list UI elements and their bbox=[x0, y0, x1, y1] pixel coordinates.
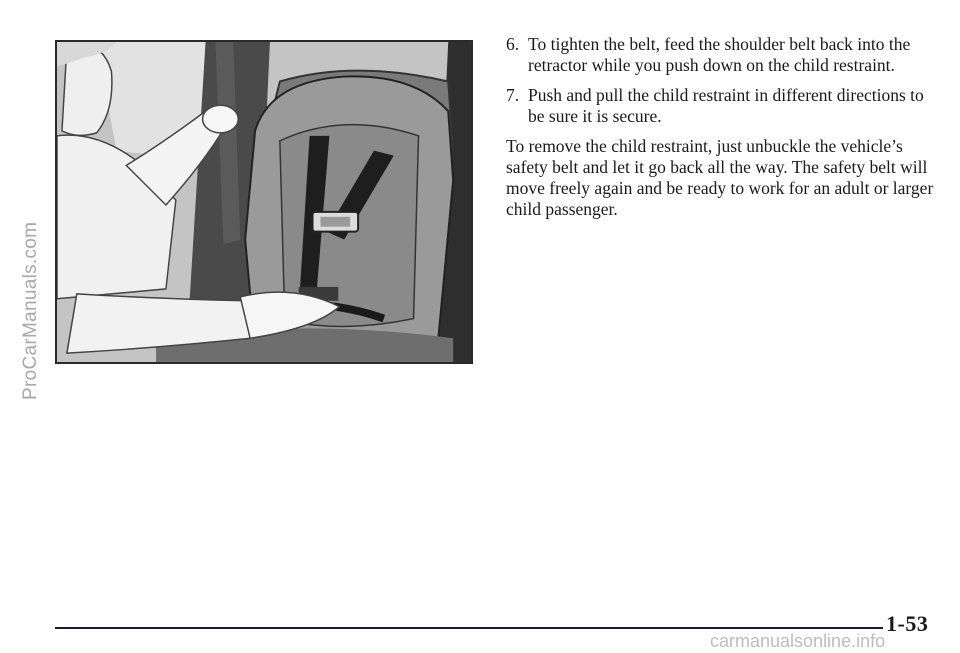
step-item bbox=[506, 34, 936, 76]
footer-watermark: carmanualsonline.info bbox=[710, 631, 886, 651]
child-restraint-illustration bbox=[55, 40, 473, 364]
step-text: To tighten the belt, feed the shoulder belt back into the retractor while you push down on the child restraint. bbox=[528, 34, 911, 75]
step-item bbox=[506, 85, 936, 127]
footer-rule bbox=[55, 627, 883, 629]
side-watermark: ProCarManuals.com bbox=[20, 221, 41, 400]
instructions-column bbox=[506, 34, 936, 220]
step-number: 7. bbox=[506, 85, 520, 105]
illustration-drawing bbox=[57, 42, 471, 362]
step-text: Push and pull the child restraint in different directions to be sure it is secure. bbox=[528, 85, 924, 126]
page-number: 1-53 bbox=[886, 611, 929, 636]
step-number: 6. bbox=[506, 34, 520, 54]
removal-paragraph: To remove the child restraint, just unbuckle the vehicle’s safety belt and let it go back all the way. The safety belt will move freely again and be ready to work for an adult or larger child passenger. bbox=[506, 136, 934, 219]
